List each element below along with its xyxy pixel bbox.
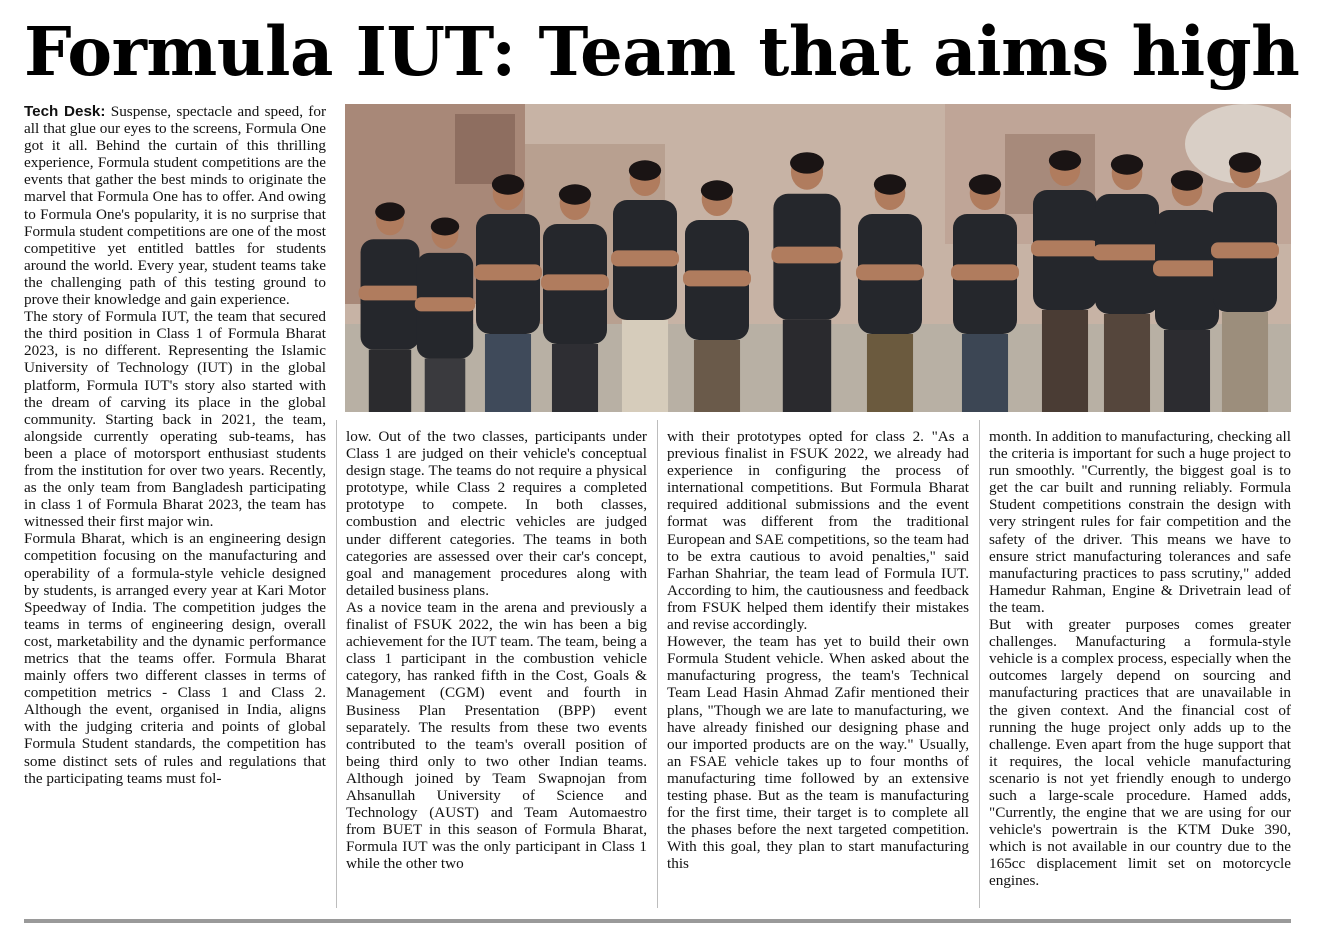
building-window xyxy=(455,114,515,184)
paragraph: with their prototypes opted for class 2. "As a previous finalist in FSUK 2022, we already had experience in configuring the process of international competitions. But Formula Bharat required additional submissions and the event format was different from the traditional European and SAE competitions, so the team had to be extra cautious to avoid penalties," said Farhan Shahriar, the team lead of Formula IUT. According to him, the cautiousness and feedback from FSUK helped them identify their mistakes and revise accordingly. xyxy=(667,428,969,634)
paragraph-text: Suspense, spectacle and speed, for all that glue our eyes to the screens, Formula One got it all. Behind the curtain of this thrilling experience, Formula student competitions are the events that gather the best minds to originate the marvel that Formula One has to offer. And owing to Formula One's popularity, it is no surprise that Formula student competitions are one of the most competitive yet entitled battles for students around the world. Every year, student teams take the challenging path of this testing ground to prove their knowledge and gain experience. xyxy=(24,103,326,309)
headline: Formula IUT: Team that aims high xyxy=(24,12,1300,91)
team-photo-illustration xyxy=(345,104,1291,412)
paragraph: Formula Bharat, which is an engineering design competition focusing on the manufacturing and operability of a formula-style vehicle designed by students, is arranged every year at Kari Motor Speedway of India. The competition judges the teams in terms of engineering design, overall cost, marketability and the dynamic performance metrics that the teams offer. Formula Bharat mainly offers two different classes in terms of competition metrics - Class 1 and Class 2. Although the event, organised in India, aligns with the judging criteria and points of global Formula Student standards, the competition has some distinct sets of rules and regulations that the participating teams must fol- xyxy=(24,530,326,787)
team-photo xyxy=(345,104,1291,412)
paragraph xyxy=(24,103,326,308)
paragraph: But with greater purposes comes greater challenges. Manufacturing a formula-style vehicle is a complex process, especially when the outcomes largely depend on sourcing and manufacturing practices that are unavailable in the given context. And the financial cost of running the huge project only adds up to the challenge. Even apart from the huge support that it requires, the local vehicle manufacturing scenario is not yet friendly enough to undergo such a large-scale procedure. Hamed adds, "Currently, the engine that we are using for our vehicle's powertrain is the KTM Duke 390, which is not available in our country due to the 165cc displacement limit set on motorcycle engines. xyxy=(989,616,1291,890)
column-divider xyxy=(657,420,658,908)
paragraph: However, the team has yet to build their own Formula Student vehicle. When asked about the manufacturing progress, the team's Technical Team Lead Hasin Ahmad Zafir mentioned their plans, "Though we are late to manufacturing, we have already finished our designing phase and our imported products are on the way." Usually, an FSAE vehicle takes up to four months of manufacturing time followed by an extensive testing phase. But as the team is manufacturing for the first time, their target is to complete all the phases before the next targeted competition. With this goal, they plan to start manufacturing this xyxy=(667,633,969,873)
byline: Tech Desk: xyxy=(24,103,106,120)
article-column-4 xyxy=(989,428,1291,908)
column-divider xyxy=(979,420,980,908)
bottom-rule xyxy=(24,919,1291,923)
paragraph: As a novice team in the arena and previously a finalist of FSUK 2022, the win has been a big achievement for the IUT team. The team, being a class 1 participant in the combustion vehicle category, has ranked fifth in the Cost, Goals & Management (CGM) event and fourth in Business Plan Presentation (BPP) event separately. The results from these two events contributed to the team's overall position of being third only to two other Indian teams. Although joined by Team Swapnojan from Ahsanullah University of Science and Technology (AUST) and Team Automaestro from BUET in this season of Formula Bharat, Formula IUT was the only participant in Class 1 while the other two xyxy=(346,598,647,873)
column-divider xyxy=(336,420,337,908)
paragraph: month. In addition to manufacturing, checking all the criteria is important for such a huge project to run smoothly. "Currently, the biggest goal is to get the car built and running reliably. Formula Student competitions constrain the design with very stringent rules for fair competition and the safety of the driver. This means we have to ensure strict manufacturing tolerances and safe manufacturing practices to pass scrutiny," added Hamedur Rahman, Engine & Drivetrain lead of the team. xyxy=(989,428,1291,616)
paragraph: low. Out of the two classes, participants under Class 1 are judged on their vehicle's conceptual design stage. The teams do not require a physical prototype, while Class 2 requires a completed prototype to compete. In both classes, combustion and electric vehicles are judged under different categories. The teams in both categories are assessed over their car's concept, goal and management procedures along with detailed business plans. xyxy=(346,428,647,599)
article-column-1 xyxy=(24,103,326,906)
article-column-3 xyxy=(667,428,969,908)
article-column-2 xyxy=(346,428,647,908)
paragraph: The story of Formula IUT, the team that secured the third position in Class 1 of Formula Bharat 2023, is no different. Representing the Islamic University of Technology (IUT) in the global platform, Formula IUT's story also started with the dream of carving its place in the global community. Starting back in 2021, the team, alongside currently operating sub-teams, has been a place of motorsport enthusiast students from the institution for over two years. Recently, as the only team from Bangladesh participating in class 1 of Formula Bharat 2023, the team has witnessed their first major win. xyxy=(24,308,326,531)
